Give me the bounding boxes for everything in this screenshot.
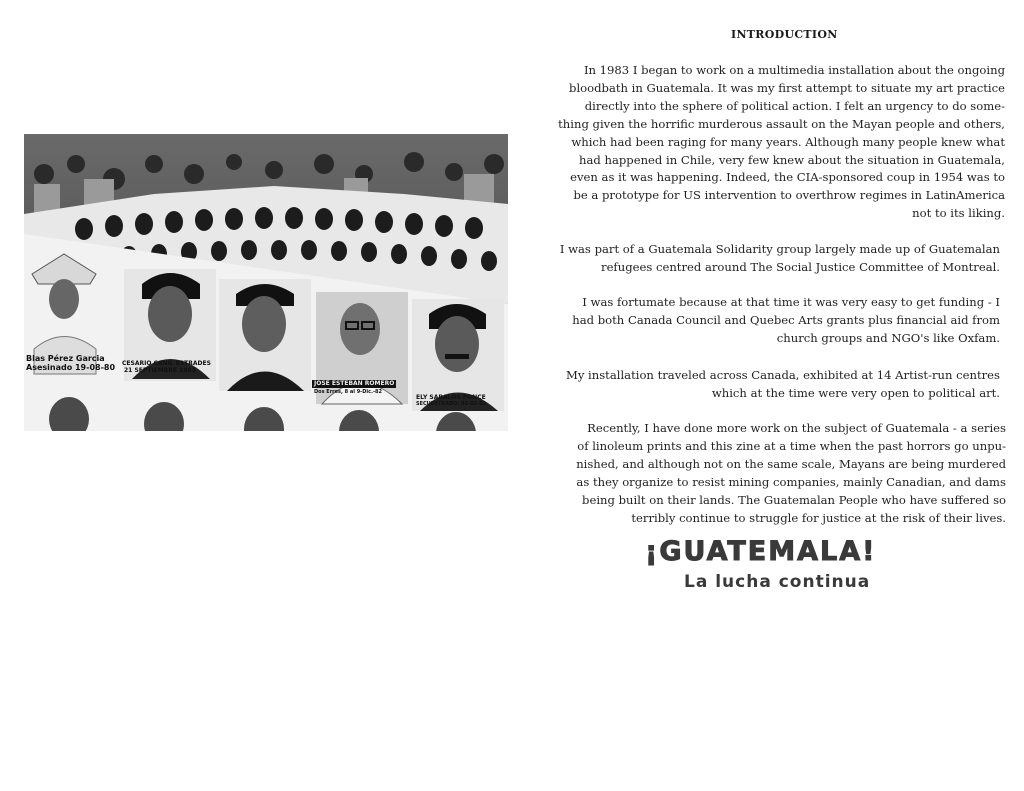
text-line: of linoleum prints and this zine at a time when the past horrors go unpu- bbox=[577, 438, 1006, 453]
text-line: In 1983 I began to work on a multimedia installation about the ongoing bbox=[583, 63, 1005, 77]
paragraph-intro bbox=[532, 62, 1005, 223]
text-line: bloodbath in Guatemala. It was my first attempt to situate my art practice bbox=[569, 80, 1005, 95]
text-line: had happened in Chile, very few knew about the situation in Guatemala, bbox=[579, 152, 1005, 167]
text-line: My installation traveled across Canada, exhibited at 14 Artist-run centres bbox=[565, 368, 1000, 382]
photo-caption: Blas Pérez Garcia bbox=[26, 354, 105, 363]
text-line: I was fortumate because at that time it was very easy to get funding - I bbox=[582, 295, 1000, 309]
slogan-subtitle: La lucha continua bbox=[684, 572, 871, 592]
photo-caption: Dos Erres, 8 al 9-Dic.-82 bbox=[314, 389, 383, 395]
text-line: which at the time were very open to political art. bbox=[711, 385, 1000, 400]
photo-caption: JOSE ESTEBAN ROMERO bbox=[314, 380, 395, 387]
photo-caption: SECUESTRADO: 02-02-82 bbox=[416, 401, 487, 407]
photo-caption: ELY SABALOS PONCE bbox=[416, 394, 486, 401]
text-line: I was part of a Guatemala Solidarity group largely made up of Guatemalan bbox=[559, 242, 1000, 256]
text-line: refugees centred around The Social Justice Committee of Montreal. bbox=[601, 259, 1000, 274]
paragraph-recent-work bbox=[532, 420, 1006, 527]
page-heading: INTRODUCTION bbox=[731, 28, 838, 41]
paragraph-funding bbox=[532, 294, 1000, 348]
text-line: which had been raging for many years. Although many people knew what bbox=[571, 134, 1005, 149]
protest-banner-photo bbox=[24, 134, 508, 431]
text-line: nished, and although not on the same scale, Mayans are being murdered bbox=[576, 456, 1006, 471]
text-line: terribly continue to struggle for justice at the risk of their lives. bbox=[631, 510, 1006, 525]
text-line: being built on their lands. The Guatemalan People who have suffered so bbox=[582, 492, 1006, 507]
photo-caption: CESARIO CANIL ESTRADES bbox=[122, 360, 211, 367]
text-line: Recently, I have done more work on the subject of Guatemala - a series bbox=[587, 421, 1006, 435]
text-line: had both Canada Council and Quebec Arts grants plus financial aid from bbox=[572, 312, 1000, 327]
text-line: be a prototype for US intervention to overthrow regimes in LatinAmerica bbox=[573, 188, 1005, 203]
text-line: not to its liking. bbox=[912, 206, 1005, 221]
text-line: directly into the sphere of political action. I felt an urgency to do some- bbox=[584, 98, 1005, 113]
text-line: church groups and NGO's like Oxfam. bbox=[776, 330, 1000, 345]
photo-caption: 21 SEPTIEMBRE 1983 bbox=[124, 367, 196, 374]
text-line: as they organize to resist mining companies, mainly Canadian, and dams bbox=[576, 474, 1006, 489]
text-line: thing given the horrific murderous assault on the Mayan people and others, bbox=[558, 116, 1005, 131]
paragraph-installation bbox=[532, 367, 1000, 403]
photo-caption: Asesinado 19-08-80 bbox=[26, 363, 116, 372]
paragraph-solidarity bbox=[532, 241, 1000, 277]
text-line: even as it was happening. Indeed, the CIA-sponsored coup in 1954 was to bbox=[570, 170, 1005, 185]
slogan-title: ¡GUATEMALA! bbox=[645, 536, 877, 567]
